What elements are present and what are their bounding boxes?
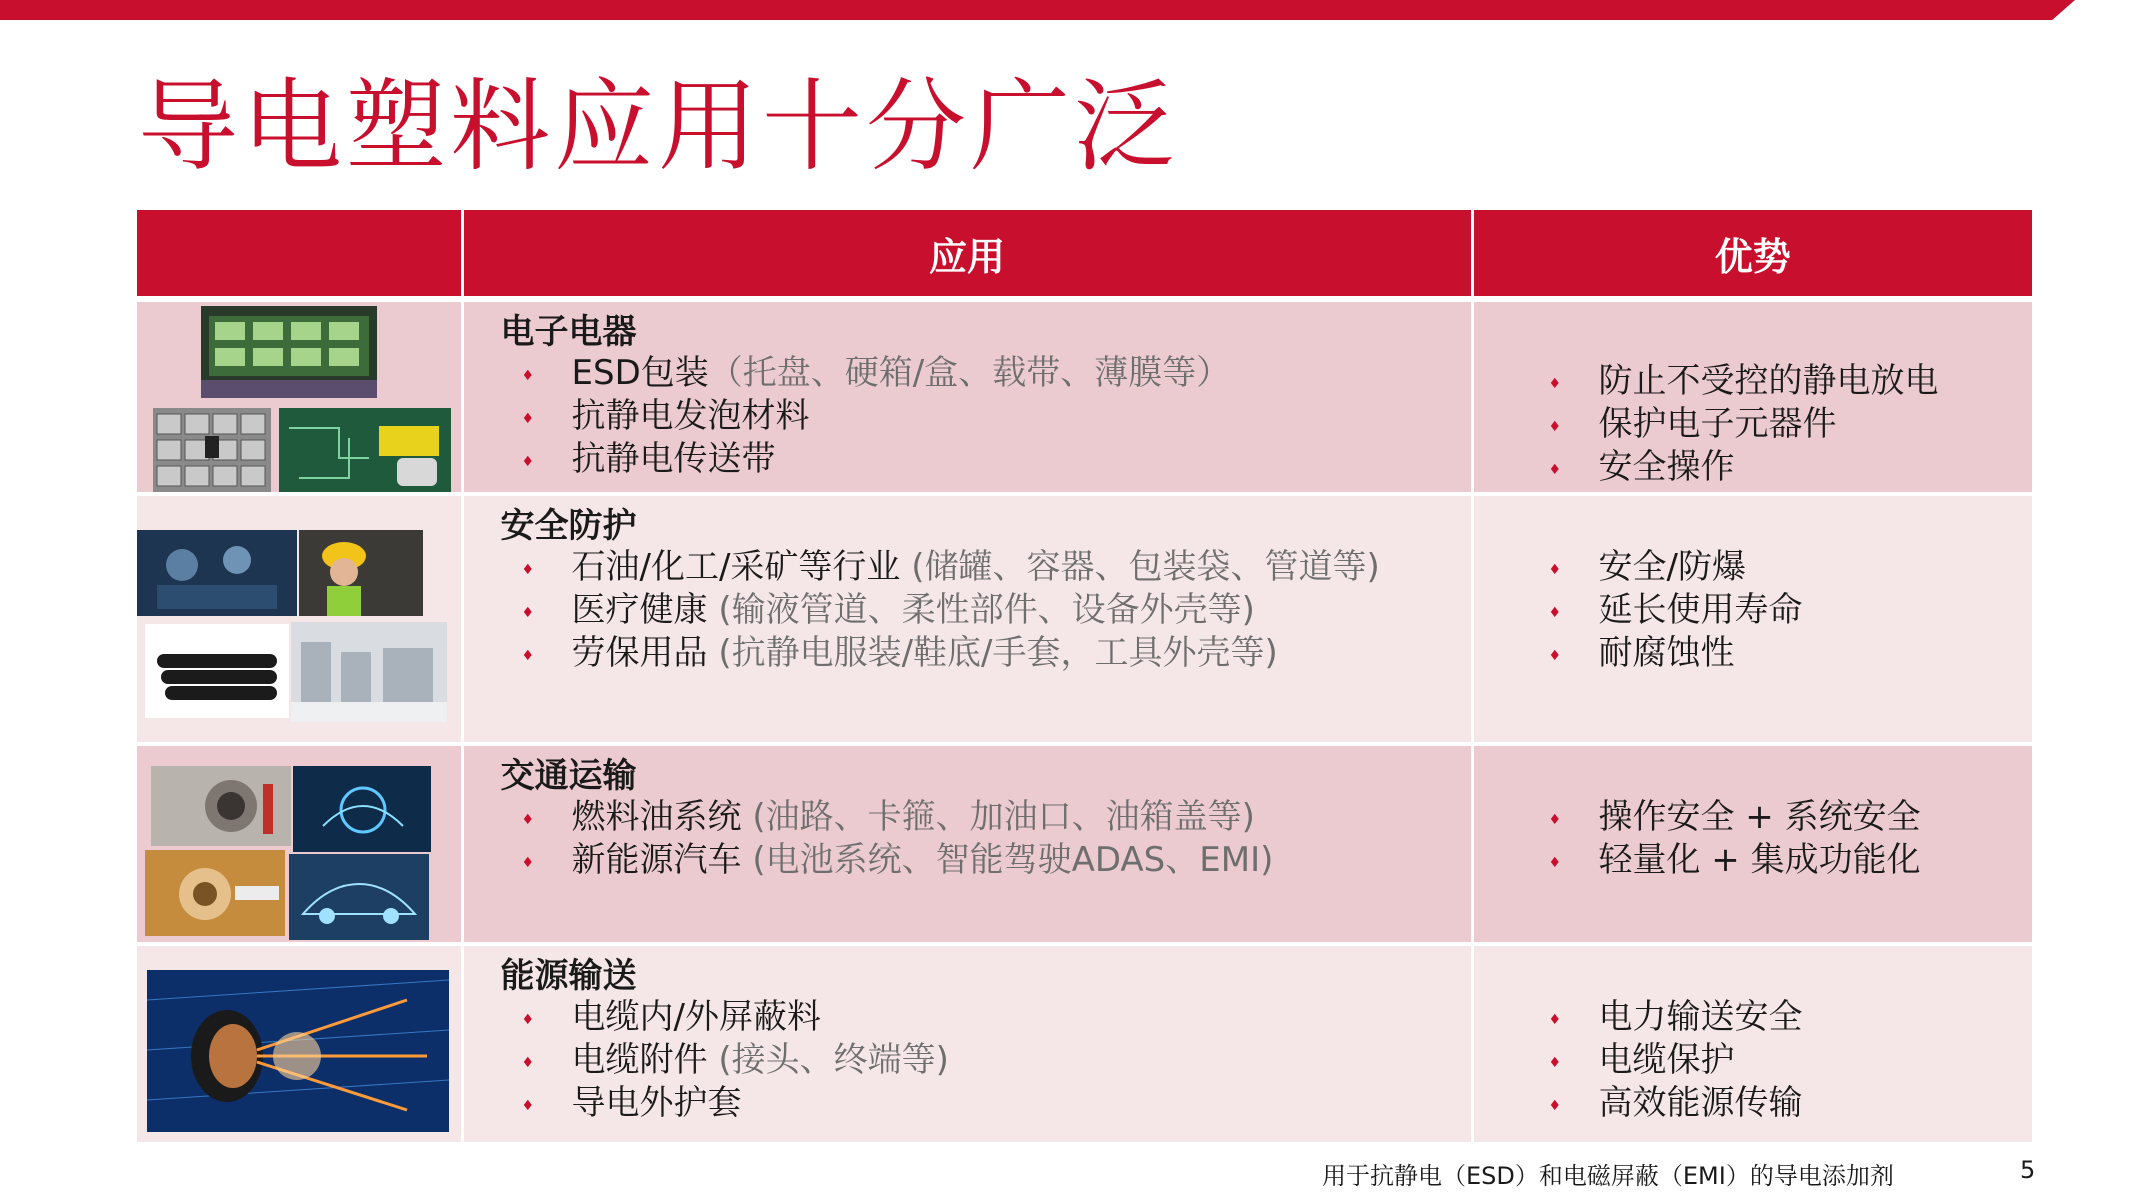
category-title: 交通运输 <box>500 756 637 796</box>
list-item: ♦ 电力输送安全 <box>1599 996 2033 1039</box>
list-item: ♦ 耐腐蚀性 <box>1599 632 2033 675</box>
medical-image <box>137 530 297 616</box>
advantage-cell <box>1472 744 2032 944</box>
safety-image <box>137 494 462 744</box>
list-item: ♦ 电缆附件 (接头、终端等) <box>572 1039 1471 1082</box>
list-item: ♦ 延长使用寿命 <box>1599 589 2033 632</box>
list-item: ♦ 新能源汽车 (电池系统、智能驾驶ADAS、EMI) <box>572 839 1471 882</box>
list-item: ♦ 导电外护套 <box>572 1082 1471 1125</box>
advantage-cell <box>1472 299 2032 494</box>
electronics-image <box>137 299 462 494</box>
worker-image <box>299 530 423 616</box>
application-cell <box>462 744 1472 944</box>
pcb-production-image <box>201 306 377 398</box>
list-item: ♦ 电缆内/外屏蔽料 <box>572 996 1471 1039</box>
energy-image <box>137 944 462 1144</box>
application-cell <box>462 299 1472 494</box>
category-title: 安全防护 <box>500 506 637 546</box>
circuit-board-image <box>279 408 451 492</box>
category-title: 能源输送 <box>500 956 637 996</box>
smart-car-image <box>293 766 431 852</box>
charging-image <box>145 850 285 936</box>
application-cell <box>462 944 1472 1144</box>
fuel-cap-image <box>151 766 291 846</box>
table-row <box>137 494 2032 744</box>
application-table <box>137 210 2032 1146</box>
list-item: ♦ 燃料油系统 (油路、卡箍、加油口、油箱盖等) <box>572 796 1471 839</box>
list-item: ♦ 安全操作 <box>1599 446 2033 489</box>
list-item: ♦ 劳保用品 (抗静电服装/鞋底/手套，工具外壳等) <box>572 632 1471 675</box>
category-title: 电子电器 <box>500 312 637 352</box>
ev-wireframe-image <box>289 854 429 940</box>
slide-title: 导电塑料应用十分广泛 <box>138 68 1178 185</box>
list-item: ♦ 保护电子元器件 <box>1599 403 2033 446</box>
list-item: ♦ 轻量化 + 集成功能化 <box>1599 839 2033 882</box>
table-row <box>137 744 2032 944</box>
footer-text: 用于抗静电（ESD）和电磁屏蔽（EMI）的导电添加剂 <box>1322 1162 1894 1190</box>
advantage-cell <box>1472 494 2032 744</box>
list-item: ♦ 电缆保护 <box>1599 1039 2033 1082</box>
list-item: ♦ ESD包装（托盘、硬箱/盒、载带、薄膜等） <box>572 352 1471 395</box>
list-item: ♦ 高效能源传输 <box>1599 1082 2033 1125</box>
factory-image <box>291 622 447 722</box>
table-row <box>137 299 2032 494</box>
pipes-image <box>145 624 289 718</box>
table-row <box>137 944 2032 1144</box>
top-accent-bar <box>0 0 2075 20</box>
list-item: ♦ 操作安全 + 系统安全 <box>1599 796 2033 839</box>
list-item: ♦ 抗静电发泡材料 <box>572 395 1471 438</box>
trays-image <box>153 408 271 492</box>
header-advantage: 优势 <box>1472 210 2032 299</box>
page-number: 5 <box>2020 1156 2036 1184</box>
header-image <box>137 210 462 299</box>
list-item: ♦ 抗静电传送带 <box>572 438 1471 481</box>
application-cell <box>462 494 1472 744</box>
list-item: ♦ 防止不受控的静电放电 <box>1599 360 2033 403</box>
transport-image <box>137 744 462 944</box>
cable-image <box>147 970 449 1132</box>
header-application: 应用 <box>462 210 1472 299</box>
list-item: ♦ 安全/防爆 <box>1599 546 2033 589</box>
list-item: ♦ 石油/化工/采矿等行业 (储罐、容器、包装袋、管道等) <box>572 546 1471 589</box>
advantage-cell <box>1472 944 2032 1144</box>
list-item: ♦ 医疗健康 (输液管道、柔性部件、设备外壳等) <box>572 589 1471 632</box>
